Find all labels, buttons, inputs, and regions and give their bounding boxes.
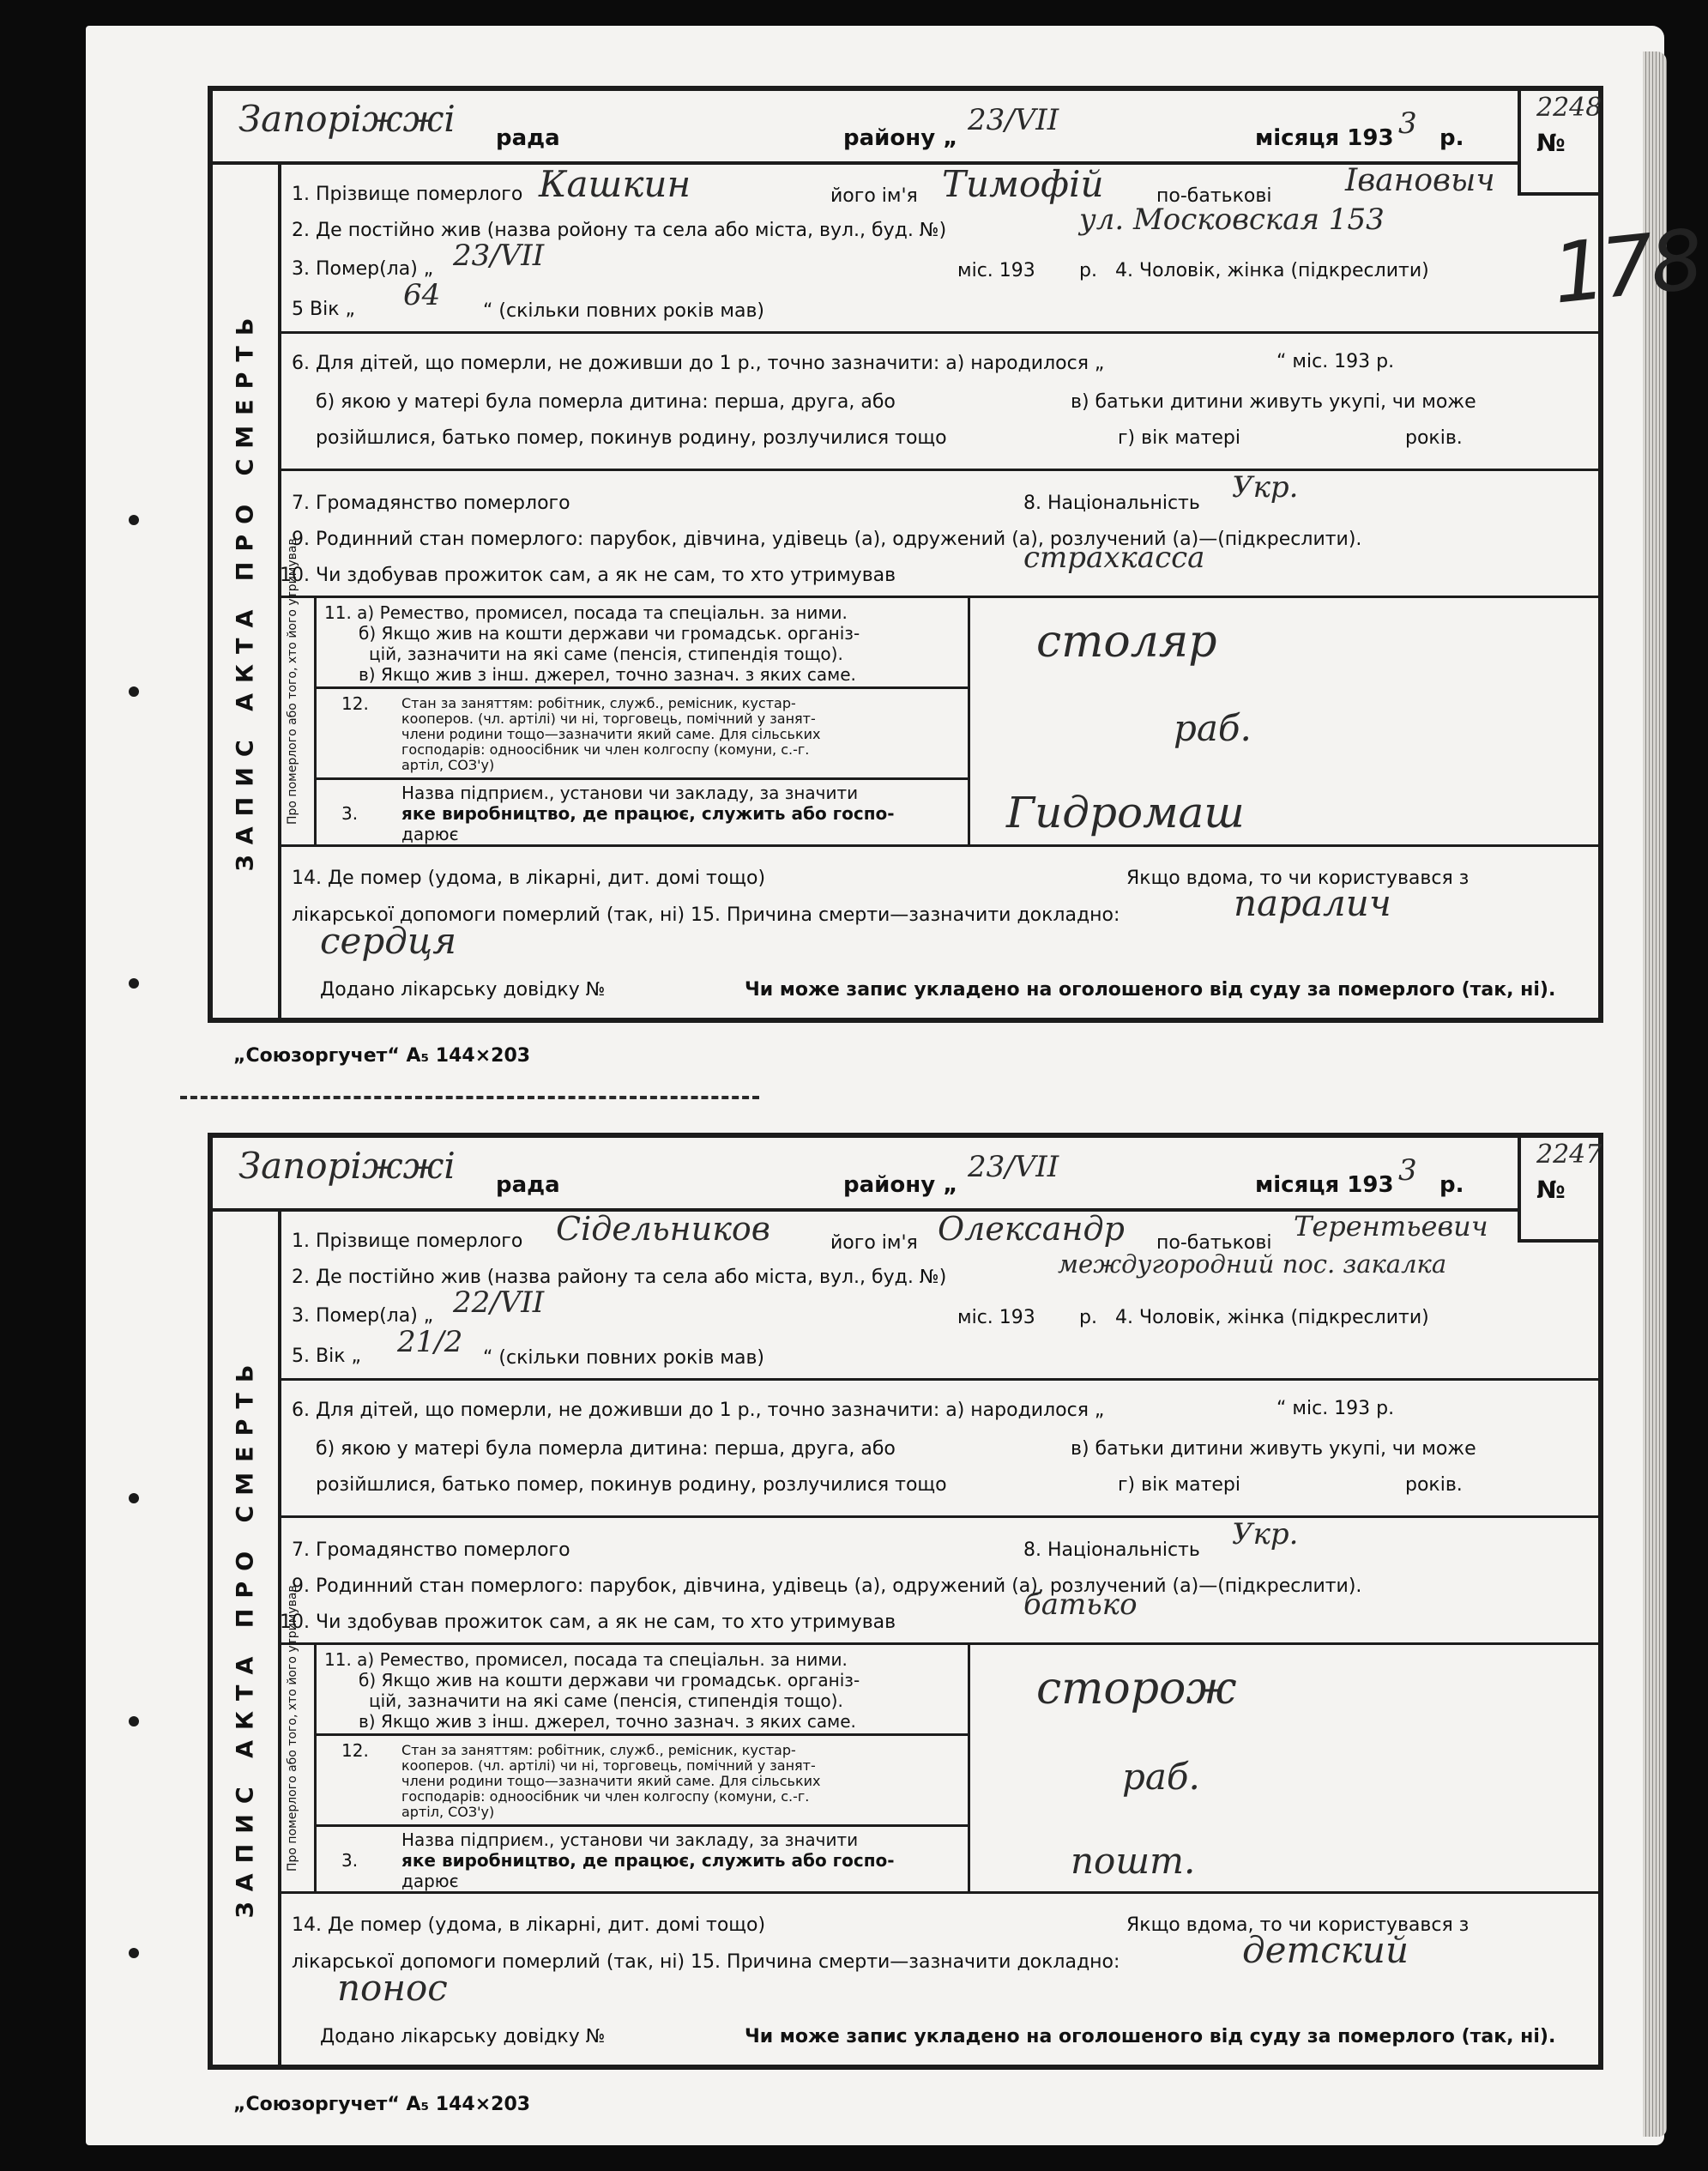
field-5-rest: “ (скільки повних років мав)	[483, 1347, 764, 1369]
field-1-patronymic: Івановыч	[1345, 163, 1495, 198]
field-7-label: 7. Громадянство померлого	[292, 493, 570, 514]
field-12-line-4: господарів: одноосібник чи член колгоспу (комуни, с.-г.	[401, 741, 810, 758]
field-16-label: Додано лікарську довідку №	[320, 979, 606, 1001]
field-16-right: Чи може запис укладено на оголошеного від суду за померлого (так, ні).	[745, 979, 1556, 1001]
field-8-nationality: Укр.	[1232, 1517, 1299, 1551]
field-3-date: 23/VII	[453, 239, 545, 273]
field-1-name: Тимофій	[942, 163, 1104, 205]
rada-handwritten: Запоріжжі	[238, 1145, 456, 1187]
divider	[278, 596, 1598, 598]
field-1-surname: Сідельников	[556, 1210, 770, 1248]
rayonu-label: району „	[843, 125, 958, 151]
divider	[968, 596, 970, 844]
field-3-date: 22/VII	[453, 1285, 545, 1320]
side-title-column	[213, 1208, 281, 2065]
rada-label: рада	[496, 1172, 560, 1198]
field-12-number: 12.	[341, 693, 369, 714]
field-11a: 11. а) Ремество, промисел, посада та спеціальн. за ними.	[324, 602, 848, 623]
field-1-name-label: його ім'я	[830, 185, 918, 207]
field-8-label: 8. Національність	[1023, 493, 1200, 514]
field-11a: 11. а) Ремество, промисел, посада та спеціальн. за ними.	[324, 1649, 848, 1670]
record-number-handwritten: 2248	[1536, 93, 1602, 123]
field-5-age: 64	[403, 278, 441, 312]
side-title: ЗАПИС АКТА ПРО СМЕРТЬ	[232, 1354, 259, 1919]
field-1-patronymic-label: по-батькові	[1156, 185, 1272, 207]
field-13-workplace: пошт.	[1071, 1840, 1196, 1882]
field-10-label: 10. Чи здобував прожиток сам, а як не сам, то хто утримував	[280, 565, 896, 586]
field-3-label: 3. Помер(ла) „	[292, 1305, 434, 1327]
field-12-line-1: Стан за заняттям: робітник, служб., ремісник, кустар-	[401, 1742, 796, 1758]
margin-page-number: 178	[1548, 211, 1705, 323]
binding-hole	[129, 1948, 139, 1958]
form-1-footer: „Союзоргучет“ А₅ 144×203	[233, 1045, 531, 1067]
field-12-line-2: кооперов. (чл. артілі) чи ні, торговець, помічний у занят-	[401, 1757, 816, 1774]
field-3-r: р.	[1079, 260, 1097, 281]
field-7-label: 7. Громадянство померлого	[292, 1539, 570, 1561]
record-number-box	[1518, 91, 1602, 196]
field-12-line-4: господарів: одноосібник чи член колгоспу (комуни, с.-г.	[401, 1788, 810, 1805]
field-15-cause: детский	[1242, 1929, 1409, 1971]
field-5-age: 21/2	[397, 1325, 463, 1359]
field-5-label: 5. Вік „	[292, 1346, 361, 1367]
field-8-nationality: Укр.	[1232, 470, 1299, 505]
divider	[278, 1378, 1598, 1381]
field-2-label: 2. Де постійно жив (назва району та села або міста, вул., буд. №)	[292, 1267, 947, 1288]
field-11b-line-1: б) Якщо жив на кошти держави чи громадськ. організ-	[359, 1670, 860, 1690]
field-5-rest: “ (скільки повних років мав)	[483, 300, 764, 322]
form-2-footer: „Союзоргучет“ А₅ 144×203	[233, 2094, 531, 2115]
field-11c: в) Якщо жив з інш. джерел, точно зазнач. з яких саме.	[359, 1711, 856, 1732]
field-12-line-2: кооперов. (чл. артілі) чи ні, торговець, помічний у занят-	[401, 711, 816, 727]
binding-hole	[129, 978, 139, 989]
page-edge-stack	[1643, 51, 1667, 2137]
field-3-r: р.	[1079, 1307, 1097, 1328]
r-label: р.	[1439, 1172, 1464, 1198]
field-1-patronymic-label: по-батькові	[1156, 1232, 1272, 1254]
field-10-supporter: батько	[1023, 1587, 1138, 1622]
field-12-status: раб.	[1174, 707, 1252, 749]
death-record-form-2	[208, 1133, 1603, 2070]
field-6-line-1: 6. Для дітей, що померли, не доживши до 1 р., точно зазначити: а) народилося „	[292, 353, 1105, 374]
field-1-name: Олександр	[938, 1210, 1125, 1248]
field-13-line-1: Назва підприєм., установи чи закладу, за значити	[401, 1829, 859, 1850]
field-1-label: 1. Прізвище померлого	[292, 1231, 523, 1252]
field-13-line-1: Назва підприєм., установи чи закладу, за значити	[401, 783, 859, 803]
field-10-label: 10. Чи здобував прожиток сам, а як не сам, то хто утримував	[280, 1612, 896, 1633]
field-13-number: 3.	[341, 803, 359, 824]
field-6-line-1-end: “ міс. 193 р.	[1276, 351, 1395, 372]
field-6-line-3-end: г) вік матері	[1118, 427, 1240, 449]
field-13-number: 3.	[341, 1850, 359, 1871]
field-12-line-3: члени родини тощо—зазначити який саме. Для сільських	[401, 726, 821, 742]
field-13-line-2: яке виробництво, де працює, служить або госпо-	[401, 803, 895, 824]
field-12-status: раб.	[1122, 1756, 1200, 1798]
binding-hole	[129, 686, 139, 697]
field-12-line-1: Стан за заняттям: робітник, служб., ремісник, кустар-	[401, 695, 796, 711]
divider	[314, 686, 970, 689]
field-14-label: 14. Де помер (удома, в лікарні, дит. домі тощо)	[292, 868, 766, 889]
field-14-right: Якщо вдома, то чи користувався з	[1126, 1914, 1470, 1936]
divider	[314, 1824, 970, 1827]
field-15-label: лікарської допомоги померлий (так, ні) 15. Причина смерти—зазначити докладно:	[292, 904, 1120, 926]
field-14-label: 14. Де помер (удома, в лікарні, дит. домі тощо)	[292, 1914, 766, 1936]
divider	[278, 1642, 1598, 1645]
field-4-label: 4. Чоловік, жінка (підкреслити)	[1115, 1307, 1429, 1328]
misyatsya-label: місяця 193	[1255, 1172, 1394, 1198]
field-11b-line-2: цій, зазначити на які саме (пенсія, стипендія тощо).	[369, 644, 843, 664]
year-digit-handwritten: 3	[1398, 1153, 1417, 1188]
misyatsya-label: місяця 193	[1255, 125, 1394, 151]
field-9-label: 9. Родинний стан померлого: парубок, дівчина, удівець (а), одружений (а), розлучений (а)—(підкреслити).	[292, 529, 1362, 550]
field-15-label: лікарської допомоги померлий (так, ні) 15. Причина смерти—зазначити докладно:	[292, 1951, 1120, 1973]
field-12-line-5: артіл, СОЗ'у)	[401, 1804, 495, 1820]
field-6-line-3: розійшлися, батько помер, покинув родину, розлучилися тощо	[316, 427, 947, 449]
field-6-line-3-end: г) вік матері	[1118, 1474, 1240, 1496]
no-label: №	[1536, 129, 1566, 157]
field-6-line-2-end: в) батьки дитини живуть укупі, чи може	[1071, 391, 1476, 413]
rayonu-label: району „	[843, 1172, 958, 1198]
form-header	[213, 1138, 1598, 1212]
field-11-occupation: столяр	[1036, 616, 1217, 668]
divider	[278, 469, 1598, 471]
rada-label: рада	[496, 125, 560, 151]
field-2-address: междугородний пос. закалка	[1058, 1249, 1447, 1279]
field-13-workplace: Гидромаш	[1006, 788, 1245, 838]
field-11-occupation: сторож	[1036, 1663, 1237, 1714]
divider	[278, 1891, 1598, 1894]
field-5-label: 5 Вік „	[292, 299, 355, 320]
death-record-form-1	[208, 86, 1603, 1023]
field-1-name-label: його ім'я	[830, 1232, 918, 1254]
divider	[278, 331, 1598, 334]
field-4-label: 4. Чоловік, жінка (підкреслити)	[1115, 260, 1429, 281]
field-1-surname: Кашкин	[539, 163, 691, 205]
form-header	[213, 91, 1598, 165]
field-6-line-2-end: в) батьки дитини живуть укупі, чи може	[1071, 1438, 1476, 1460]
field-10-supporter: страхкасса	[1023, 541, 1205, 575]
cut-line	[180, 1096, 759, 1099]
field-1-label: 1. Прізвище померлого	[292, 184, 523, 205]
divider	[314, 596, 317, 844]
field-11c: в) Якщо жив з інш. джерел, точно зазнач. з яких саме.	[359, 664, 856, 685]
year-digit-handwritten: 3	[1398, 106, 1417, 141]
field-13-line-3: дарює	[401, 824, 459, 844]
field-12-line-3: члени родини тощо—зазначити який саме. Для сільських	[401, 1773, 821, 1789]
side-subtitle: Про померлого або того, хто його утримував	[286, 1585, 299, 1872]
field-16-right: Чи може запис укладено на оголошеного від суду за померлого (так, ні).	[745, 2026, 1556, 2047]
field-14-right: Якщо вдома, то чи користувався з	[1126, 868, 1470, 889]
rada-handwritten: Запоріжжі	[238, 98, 456, 140]
field-6-line-2: б) якою у матері була померла дитина: перша, друга, або	[316, 1438, 896, 1460]
field-16-label: Додано лікарську довідку №	[320, 2026, 606, 2047]
field-9-label: 9. Родинний стан померлого: парубок, дівчина, удівець (а), одружений (а), розлучений (а)—(підкреслити).	[292, 1575, 1362, 1597]
divider	[314, 1642, 317, 1891]
field-15-cause-continued: сердця	[320, 920, 456, 962]
field-12-number: 12.	[341, 1740, 369, 1761]
divider	[278, 1515, 1598, 1518]
field-6-years: років.	[1405, 1474, 1463, 1496]
r-label: р.	[1439, 125, 1464, 151]
divider	[314, 777, 970, 780]
field-6-line-2: б) якою у матері була померла дитина: перша, друга, або	[316, 391, 896, 413]
record-number-handwritten: 2247	[1536, 1140, 1602, 1170]
field-6-line-1: 6. Для дітей, що померли, не доживши до 1 р., точно зазначити: а) народилося „	[292, 1400, 1105, 1421]
field-2-label: 2. Де постійно жив (назва ройону та села або міста, вул., буд. №)	[292, 220, 947, 241]
field-6-years: років.	[1405, 427, 1463, 449]
binding-hole	[129, 515, 139, 525]
field-3-label: 3. Помер(ла) „	[292, 258, 434, 280]
side-subtitle: Про померлого або того, хто його утримував	[286, 538, 299, 825]
field-13-line-3: дарює	[401, 1871, 459, 1891]
date-handwritten: 23/VII	[968, 103, 1059, 137]
date-handwritten: 23/VII	[968, 1150, 1059, 1184]
binding-hole	[129, 1493, 139, 1503]
field-13-line-2: яке виробництво, де працює, служить або госпо-	[401, 1850, 895, 1871]
field-3-month-label: міс. 193	[957, 1307, 1035, 1328]
field-11b-line-1: б) Якщо жив на кошти держави чи громадськ. організ-	[359, 623, 860, 644]
field-6-line-1-end: “ міс. 193 р.	[1276, 1398, 1395, 1419]
field-11b-line-2: цій, зазначити на які саме (пенсія, стипендія тощо).	[369, 1690, 843, 1711]
field-8-label: 8. Національність	[1023, 1539, 1200, 1561]
side-title-column	[213, 161, 281, 1018]
field-1-patronymic: Терентьевич	[1294, 1210, 1488, 1243]
field-15-cause-continued: понос	[337, 1967, 448, 2009]
divider	[968, 1642, 970, 1891]
side-title: ЗАПИС АКТА ПРО СМЕРТЬ	[232, 307, 259, 872]
field-15-cause: паралич	[1234, 882, 1391, 924]
field-2-address: ул. Московская 153	[1079, 203, 1385, 237]
field-12-line-5: артіл, СОЗ'у)	[401, 757, 495, 773]
field-3-month-label: міс. 193	[957, 260, 1035, 281]
no-label: №	[1536, 1176, 1566, 1204]
divider	[278, 844, 1598, 847]
binding-hole	[129, 1716, 139, 1727]
field-6-line-3: розійшлися, батько помер, покинув родину, розлучилися тощо	[316, 1474, 947, 1496]
divider	[314, 1733, 970, 1736]
record-number-box	[1518, 1138, 1602, 1243]
